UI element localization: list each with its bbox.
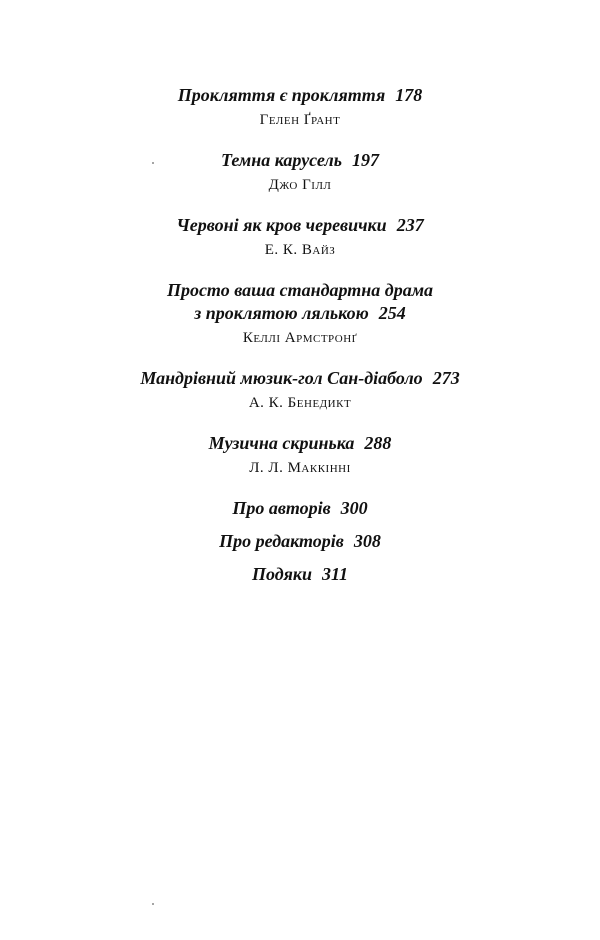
scan-speck <box>152 903 154 905</box>
toc-entry <box>0 84 600 130</box>
entry-author: Гелен Ґрант <box>259 112 341 128</box>
toc-entry <box>0 432 600 478</box>
page-number: 197 <box>351 150 379 170</box>
table-of-contents <box>0 84 600 596</box>
entry-title: Прокляття є прокляття 178 <box>177 85 423 105</box>
entry-title: Червоні як кров черевички 237 <box>176 215 424 235</box>
page-number: 178 <box>395 85 423 105</box>
page-number: 300 <box>340 498 368 518</box>
entry-title: Темна карусель 197 <box>221 150 379 170</box>
entry-author: А. К. Бенедикт <box>248 395 352 411</box>
toc-entry-back-matter <box>0 497 600 520</box>
page-number: 237 <box>396 215 424 235</box>
toc-entry <box>0 149 600 195</box>
page-number: 273 <box>432 368 460 388</box>
toc-entry <box>0 279 600 348</box>
entry-title: Музична скринька 288 <box>208 433 392 453</box>
entry-title: Мандрівний мюзик-гол Сан-діаболо 273 <box>140 368 460 388</box>
entry-title: Подяки 311 <box>251 564 349 584</box>
page-number: 288 <box>364 433 392 453</box>
toc-entry <box>0 367 600 413</box>
toc-entry <box>0 214 600 260</box>
entry-author: Келлі Армстронґ <box>242 330 358 346</box>
entry-title: Просто ваша стандартна драма <box>166 280 434 300</box>
toc-entry-back-matter <box>0 530 600 553</box>
page-number: 308 <box>353 531 381 551</box>
entry-title: Про редакторів 308 <box>219 531 381 551</box>
entry-author: Джо Гілл <box>268 177 332 193</box>
toc-entry-back-matter <box>0 563 600 586</box>
entry-title-continued: з проклятою лялькою 254 <box>194 303 406 323</box>
entry-author: Л. Л. Маккінні <box>249 460 351 476</box>
entry-title: Про авторів 300 <box>232 498 368 518</box>
entry-author: Е. К. Вайз <box>264 242 336 258</box>
page-number: 311 <box>322 564 349 584</box>
page-number: 254 <box>378 303 406 323</box>
